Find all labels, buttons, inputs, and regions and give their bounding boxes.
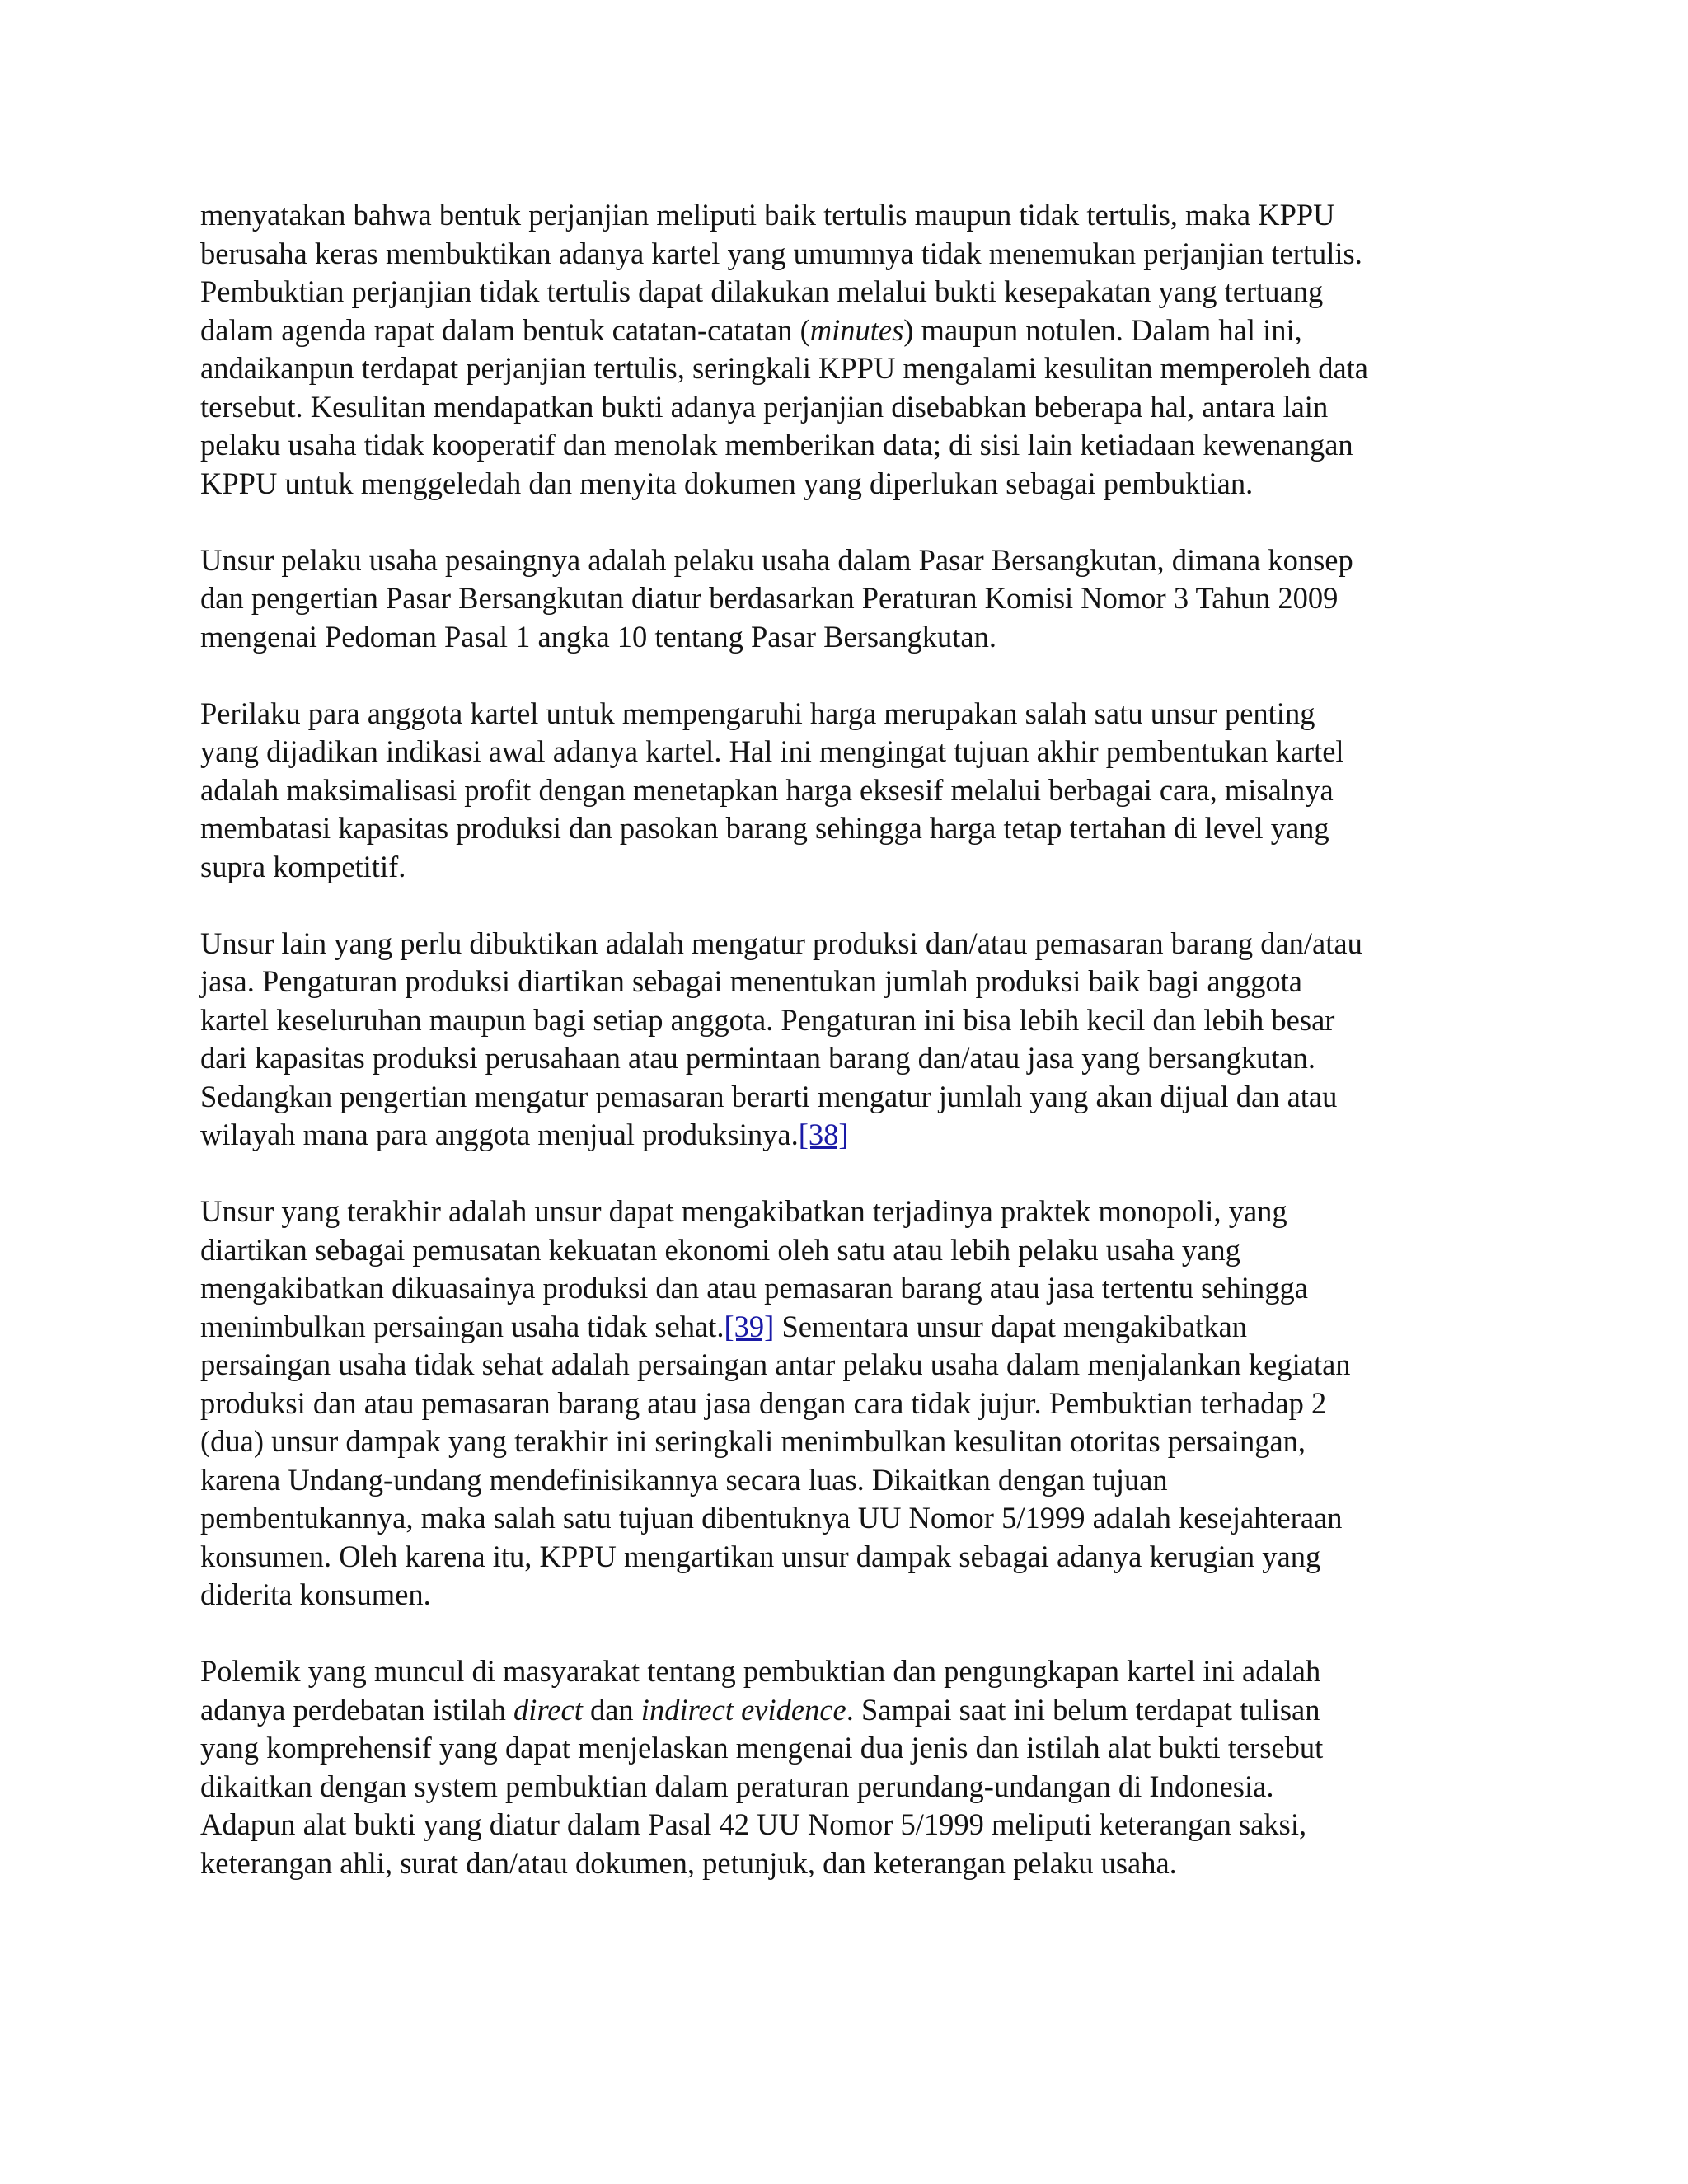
text-run: menimbulkan persaingan usaha tidak sehat. (200, 1309, 724, 1343)
text-run: Pembuktian perjanjian tidak tertulis dapat dilakukan melalui bukti kesepakatan yang tertuang (200, 274, 1324, 308)
text-run: yang komprehensif yang dapat menjelaskan mengenai dua jenis dan istilah alat bukti tersebut (200, 1731, 1324, 1765)
text-run: persaingan usaha tidak sehat adalah persaingan antar pelaku usaha dalam menjalankan kegiatan (200, 1347, 1351, 1381)
text-run: dikaitkan dengan system pembuktian dalam peraturan perundang-undangan di Indonesia. (200, 1769, 1274, 1803)
body-paragraph (200, 695, 1498, 887)
text-run: KPPU untuk menggeledah dan menyita dokumen yang diperlukan sebagai pembuktian. (200, 466, 1254, 500)
text-run: mengakibatkan dikuasainya produksi dan atau pemasaran barang atau jasa tertentu sehingga (200, 1271, 1308, 1305)
text-run: dan pengertian Pasar Bersangkutan diatur berdasarkan Peraturan Komisi Nomor 3 Tahun 2009 (200, 581, 1339, 615)
text-line (200, 273, 1498, 312)
text-line (200, 235, 1498, 274)
body-paragraph (200, 1193, 1498, 1615)
text-run: pelaku usaha tidak kooperatif dan menolak memberikan data; di sisi lain ketiadaan kewenangan (200, 428, 1353, 462)
text-run: dan (582, 1692, 641, 1727)
text-line (200, 1308, 1498, 1347)
text-run: supra kompetitif. (200, 849, 406, 883)
text-line (200, 963, 1498, 1001)
text-line (200, 1231, 1498, 1270)
text-line (200, 1385, 1498, 1423)
text-run: pembentukannya, maka salah satu tujuan dibentuknya UU Nomor 5/1999 adalah kesejahteraan (200, 1501, 1343, 1535)
text-line (200, 1576, 1498, 1615)
text-line (200, 1001, 1498, 1040)
text-line (200, 1691, 1498, 1730)
text-line (200, 925, 1498, 963)
text-run: diderita konsumen. (200, 1577, 431, 1611)
text-run: produksi dan atau pemasaran barang atau jasa dengan cara tidak jujur. Pembuktian terhadap 2 (200, 1385, 1327, 1420)
body-paragraph (200, 196, 1498, 503)
text-line (200, 1193, 1498, 1231)
text-run: dari kapasitas produksi perusahaan atau permintaan barang dan/atau jasa yang bersangkutan. (200, 1041, 1316, 1075)
text-line (200, 541, 1498, 580)
footnote-link-39[interactable]: [39] (724, 1309, 775, 1343)
italic-term: direct (513, 1692, 583, 1727)
text-line (200, 1538, 1498, 1577)
text-run: Adapun alat bukti yang diatur dalam Pasal 42 UU Nomor 5/1999 meliputi keterangan saksi, (200, 1807, 1307, 1841)
text-line (200, 465, 1498, 504)
text-line (200, 1461, 1498, 1500)
text-run: Unsur pelaku usaha pesaingnya adalah pelaku usaha dalam Pasar Bersangkutan, dimana konsep (200, 542, 1353, 577)
body-paragraph (200, 1652, 1498, 1882)
text-line (200, 1806, 1498, 1844)
text-line (200, 1269, 1498, 1308)
text-run: mengenai Pedoman Pasal 1 angka 10 tentang Pasar Bersangkutan. (200, 619, 996, 654)
text-run: membatasi kapasitas produksi dan pasokan barang sehingga harga tetap tertahan di level yang (200, 811, 1329, 845)
text-run: Polemik yang muncul di masyarakat tentang pembuktian dan pengungkapan kartel ini adalah (200, 1654, 1321, 1688)
text-line (200, 388, 1498, 427)
text-line (200, 1422, 1498, 1461)
text-line (200, 196, 1498, 235)
body-paragraph (200, 925, 1498, 1155)
text-run: keterangan ahli, surat dan/atau dokumen, petunjuk, dan keterangan pelaku usaha. (200, 1845, 1177, 1880)
text-line (200, 848, 1498, 887)
text-line (200, 1078, 1498, 1117)
text-line (200, 312, 1498, 350)
text-run: yang dijadikan indikasi awal adanya kartel. Hal ini mengingat tujuan akhir pembentukan kartel (200, 734, 1344, 768)
text-line (200, 426, 1498, 465)
text-run: . Sampai saat ini belum terdapat tulisan (846, 1692, 1320, 1727)
text-run: dalam agenda rapat dalam bentuk catatan-catatan ( (200, 312, 810, 347)
text-run: adanya perdebatan istilah (200, 1692, 514, 1727)
italic-term: minutes (809, 312, 904, 347)
text-line (200, 579, 1498, 618)
text-line (200, 771, 1498, 810)
text-run: (dua) unsur dampak yang terakhir ini seringkali menimbulkan kesulitan otoritas persaingan, (200, 1424, 1306, 1458)
text-run: Sementara unsur dapat mengakibatkan (774, 1309, 1248, 1343)
text-run: Sedangkan pengertian mengatur pemasaran berarti mengatur jumlah yang akan dijual dan atau (200, 1079, 1338, 1113)
text-run: konsumen. Oleh karena itu, KPPU mengartikan unsur dampak sebagai adanya kerugian yang (200, 1539, 1321, 1573)
text-run: diartikan sebagai pemusatan kekuatan ekonomi oleh satu atau lebih pelaku usaha yang (200, 1232, 1240, 1267)
footnote-link-38[interactable]: [38] (798, 1118, 849, 1151)
text-line (200, 1039, 1498, 1078)
text-run: berusaha keras membuktikan adanya kartel yang umumnya tidak menemukan perjanjian tertulis. (200, 236, 1362, 270)
text-line (200, 618, 1498, 657)
text-line (200, 349, 1498, 388)
text-run: menyatakan bahwa bentuk perjanjian meliputi baik tertulis maupun tidak tertulis, maka KPPU (200, 198, 1335, 232)
italic-term: indirect evidence (640, 1692, 846, 1727)
text-run: kartel keseluruhan maupun bagi setiap anggota. Pengaturan ini bisa lebih kecil dan lebih besar (200, 1002, 1335, 1037)
text-line (200, 809, 1498, 848)
text-run: Unsur yang terakhir adalah unsur dapat mengakibatkan terjadinya praktek monopoli, yang (200, 1194, 1287, 1228)
text-line (200, 1768, 1498, 1807)
text-run: Unsur lain yang perlu dibuktikan adalah mengatur produksi dan/atau pemasaran barang dan/atau (200, 926, 1362, 960)
text-line (200, 733, 1498, 771)
text-run: adalah maksimalisasi profit dengan menetapkan harga eksesif melalui berbagai cara, misalnya (200, 772, 1334, 807)
text-line (200, 1729, 1498, 1768)
text-run: wilayah mana para anggota menjual produksinya. (200, 1118, 799, 1151)
text-run: andaikanpun terdapat perjanjian tertulis, seringkali KPPU mengalami kesulitan memperoleh data (200, 351, 1368, 385)
text-run: tersebut. Kesulitan mendapatkan bukti adanya perjanjian disebabkan beberapa hal, antara lain (200, 389, 1329, 424)
text-run: Perilaku para anggota kartel untuk mempengaruhi harga merupakan salah satu unsur penting (200, 696, 1315, 730)
body-paragraph (200, 541, 1498, 657)
text-run: jasa. Pengaturan produksi diartikan sebagai menentukan jumlah produksi baik bagi anggota (200, 964, 1302, 998)
text-line (200, 1652, 1498, 1691)
document-page (200, 196, 1498, 1921)
text-line (200, 1346, 1498, 1385)
text-line (200, 1116, 1498, 1155)
text-line (200, 695, 1498, 733)
text-line (200, 1499, 1498, 1538)
text-run: ) maupun notulen. Dalam hal ini, (903, 312, 1302, 347)
text-run: karena Undang-undang mendefinisikannya secara luas. Dikaitkan dengan tujuan (200, 1462, 1168, 1497)
text-line (200, 1844, 1498, 1883)
